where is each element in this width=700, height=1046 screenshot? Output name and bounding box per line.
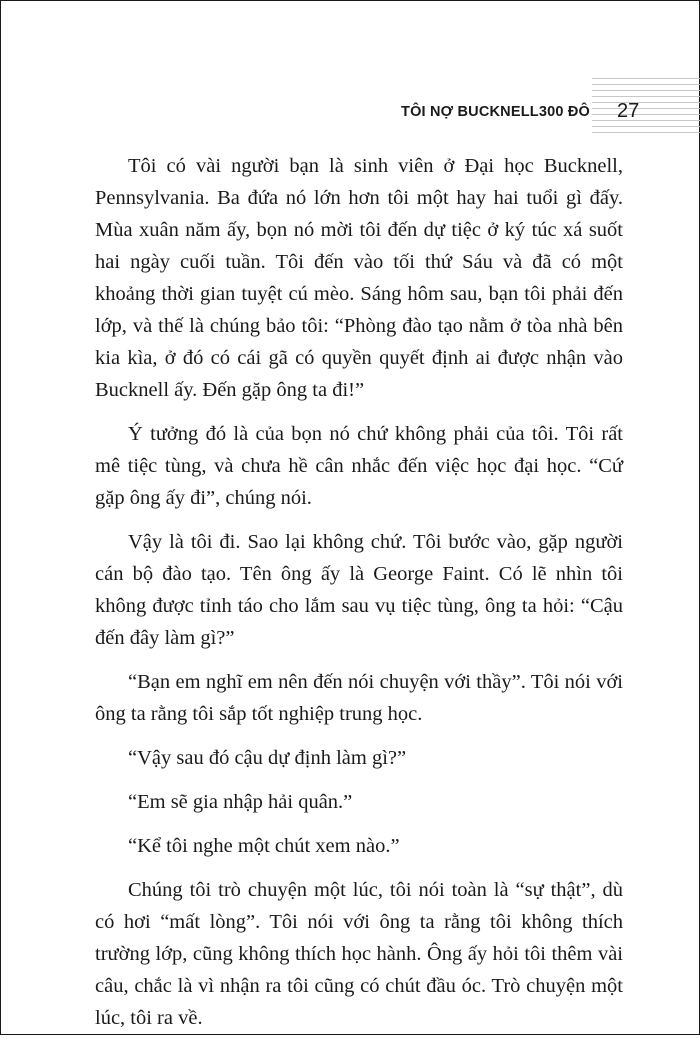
running-title: TÔI NỢ BUCKNELL300 ĐÔ [401,104,590,120]
body-text [95,150,623,1046]
paragraph: “Em sẽ gia nhập hải quân.” [128,791,353,813]
paragraph: Chúng tôi trò chuyện một lúc, tôi nói toàn là “sự thật”, dù có hơi “mất lòng”. Tôi nói với ông ta rằng tôi không thích trường lớp, cũng không thích học hành. Ông ấy hỏi tôi thêm vài câu, chắc là vì nhận ra tôi cũng có chút đầu óc. Trò chuyện một lúc, tôi ra về. [95,879,623,1029]
paragraph: “Bạn em nghĩ em nên đến nói chuyện với thầy”. Tôi nói với ông ta rằng tôi sắp tốt nghiệp trung học. [95,671,623,725]
page-header [0,96,700,136]
paragraph: Ý tưởng đó là của bọn nó chứ không phải của tôi. Tôi rất mê tiệc tùng, và chưa hề cân nhắc đến việc học đại học. “Cứ gặp ông ấy đi”, chúng nói. [95,423,623,509]
paragraph: Tôi có vài người bạn là sinh viên ở Đại học Bucknell, Pennsylvania. Ba đứa nó lớn hơn tôi một hay hai tuổi gì đấy. Mùa xuân năm ấy, bọn nó mời tôi đến dự tiệc ở ký túc xá suốt hai ngày cuối tuần. Tôi đến vào tối thứ Sáu và đã có một khoảng thời gian tuyệt cú mèo. Sáng hôm sau, bạn tôi phải đến lớp, và thế là chúng bảo tôi: “Phòng đào tạo nằm ở tòa nhà bên kia kìa, ở đó có cái gã có quyền quyết định ai được nhận vào Bucknell ấy. Đến gặp ông ta đi!” [95,155,623,401]
page-number: 27 [617,100,640,122]
paragraph: “Vậy sau đó cậu dự định làm gì?” [128,747,407,769]
paragraph: “Kể tôi nghe một chút xem nào.” [128,835,400,857]
paragraph: Vậy là tôi đi. Sao lại không chứ. Tôi bước vào, gặp người cán bộ đào tạo. Tên ông ấy là George Faint. Có lẽ nhìn tôi không được tỉnh táo cho lắm sau vụ tiệc tùng, ông ta hỏi: “Cậu đến đây làm gì?” [95,531,623,649]
